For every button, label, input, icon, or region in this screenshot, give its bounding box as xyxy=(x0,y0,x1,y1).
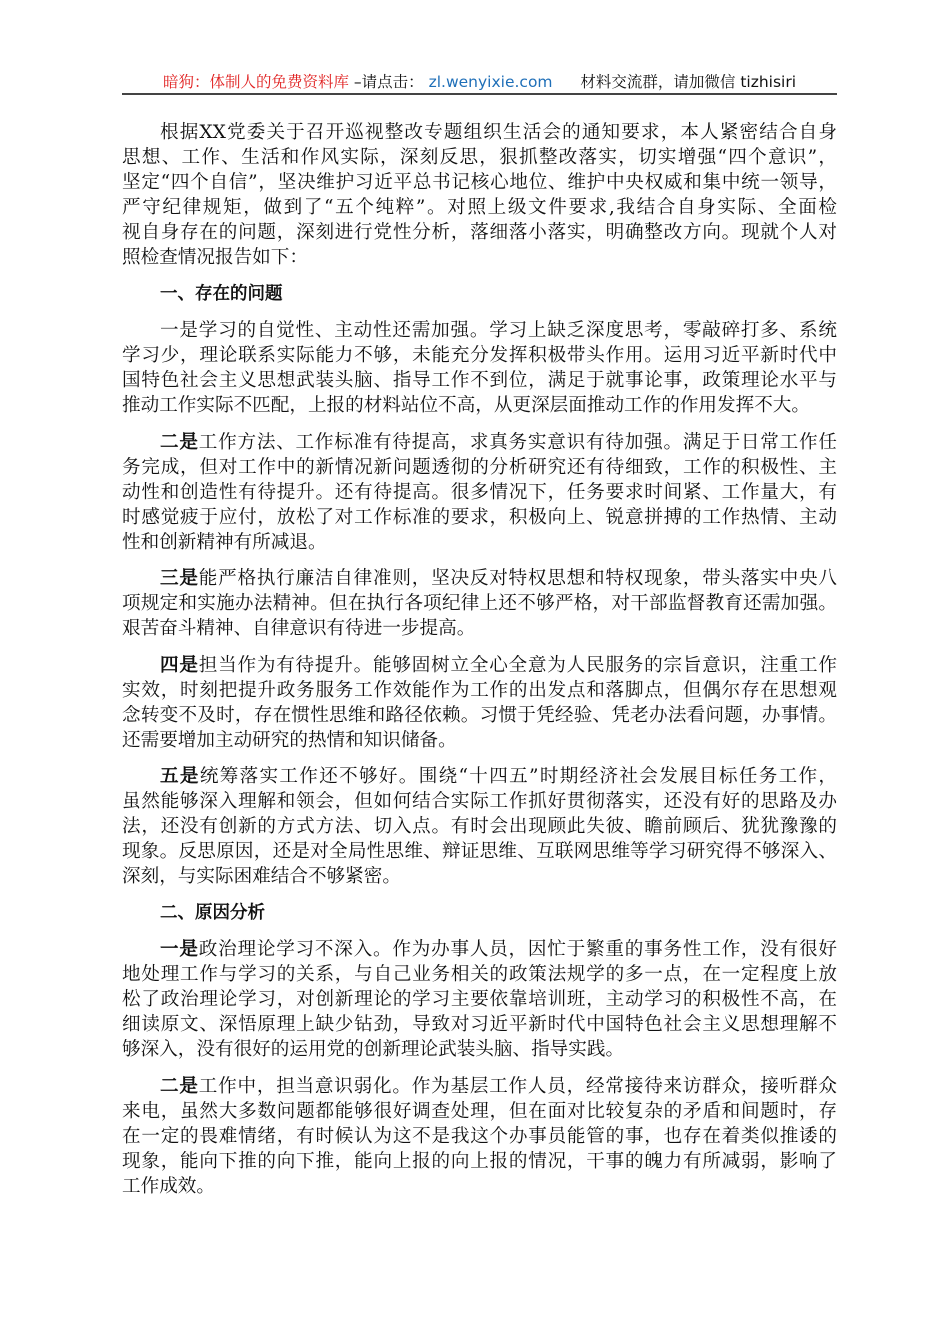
paragraph xyxy=(122,1074,837,1199)
paragraph-line: 视自身存在的问题，深刻进行党性分析，落细落小落实，明确整改方向。现就个人对 xyxy=(122,222,837,243)
paragraph-line: 松了政治理论学习，对创新理论的学习主要依靠培训班，主动学习的积极性不高，在 xyxy=(122,989,837,1010)
paragraph xyxy=(122,566,837,641)
paragraph-line: 实效，时刻把提升政务服务工作效能作为工作的出发点和落脚点，但偶尔存在思想观 xyxy=(122,679,837,701)
paragraph-line: 务完成，但对工作中的新情况新问题透彻的分析研究还有待细致，工作的积极性、主 xyxy=(122,456,837,478)
paragraph-line: 国特色社会主义思想武装头脑、指导工作不到位，满足于就事论事，政策理论水平与 xyxy=(122,370,837,391)
paragraph-line xyxy=(122,430,837,455)
paragraph-line xyxy=(122,1074,837,1099)
section-heading: 二、原因分析 xyxy=(160,902,265,923)
header-click-text: –请点击： xyxy=(353,73,424,91)
paragraph-line xyxy=(122,566,837,591)
paragraph-line: 工作成效。 xyxy=(122,1175,215,1197)
line-text: 能严格执行廉洁自律准则，坚决反对特权思想和特权现象，带头落实中央八 xyxy=(198,568,837,589)
paragraph-line: 艰苦奋斗精神、自律意识有待进一步提高。 xyxy=(122,618,476,639)
paragraph xyxy=(122,120,837,270)
line-text: 统筹落实工作还不够好。围绕“十四五”时期经济社会发展目标任务工作， xyxy=(199,766,837,787)
paragraph-line: 坚定“四个自信”，坚决维护习近平总书记核心地位、维护中央权威和集中统一领导， xyxy=(122,172,837,193)
paragraph-line: 来电，虽然大多数问题都能够很好调查处理，但在面对比较复杂的矛盾和间题时，存 xyxy=(122,1100,837,1122)
paragraph-line: 一是学习的自觉性、主动性还需加强。学习上缺乏深度思考，零敲碎打多、系统 xyxy=(160,320,837,341)
header-site-name: 暗狗：体制人的免费资料库 xyxy=(162,73,349,91)
paragraph xyxy=(122,430,837,555)
paragraph-line: 虽然能够深入理解和领会，但如何结合实际工作抓好贯彻落实，还没有好的思路及办 xyxy=(122,791,837,812)
paragraph xyxy=(122,653,837,753)
bold-prefix: 二是 xyxy=(160,431,199,453)
paragraph-line: 根据XX党委关于召开巡视整改专题组织生活会的通知要求，本人紧密结合自身 xyxy=(160,122,837,143)
line-text: 工作中，担当意识弱化。作为基层工作人员，经常接待来访群众，接听群众 xyxy=(198,1075,837,1097)
paragraph-line: 念转变不及时，存在惯性思维和路径依赖。习惯于凭经验、凭老办法看问题，办事情。 xyxy=(122,704,837,726)
paragraph-line: 够深入，没有很好的运用党的创新理论武装头脑、指导实践。 xyxy=(122,1039,625,1060)
paragraph-line: 细读原文、深悟原理上缺少钻劲，导致对习近平新时代中国特色社会主义思想理解不 xyxy=(122,1014,837,1035)
paragraph-line: 深刻，与实际困难结合不够紧密。 xyxy=(122,866,401,887)
paragraph-line: 法，还没有创新的方式方法、切入点。有时会出现顾此失彼、瞻前顾后、犹犹豫豫的 xyxy=(122,816,837,837)
document-body xyxy=(122,120,837,1210)
bold-prefix: 四是 xyxy=(160,654,199,676)
line-text: 政治理论学习不深入。作为办事人员，因忙于繁重的事务性工作，没有很好 xyxy=(198,939,837,960)
paragraph-line: 在一定的畏难情绪，有时候认为这不是我这个办事员能管的事，也存在着类似推诿的 xyxy=(122,1125,837,1147)
page-header xyxy=(122,70,837,92)
header-divider xyxy=(122,93,837,95)
paragraph-line: 项规定和实施办法精神。但在执行各项纪律上还不够严格，对干部监督教育还需加强。 xyxy=(122,593,837,614)
bold-prefix: 一是 xyxy=(160,939,199,960)
paragraph xyxy=(122,318,837,418)
paragraph-line: 严守纪律规矩，做到了“五个纯粹”。对照上级文件要求,我结合自身实际、全面检 xyxy=(122,197,837,218)
bold-prefix: 五是 xyxy=(160,766,200,787)
paragraph-line: 现象。反思原因，还是对全局性思维、辩证思维、互联网思维等学习研究得不够深入、 xyxy=(122,841,837,862)
bold-prefix: 二是 xyxy=(160,1075,199,1097)
paragraph-line: 时感觉疲于应付，放松了对工作标准的要求，积极向上、锐意拼搏的工作热情、主动 xyxy=(122,506,837,528)
header-contact: 材料交流群，请加微信 tizhisiri xyxy=(580,73,797,91)
paragraph-line: 学习少，理论联系实际能力不够，未能充分发挥积极带头作用。运用习近平新时代中 xyxy=(122,345,837,366)
paragraph-line: 思想、工作、生活和作风实际，深刻反思，狠抓整改落实，切实增强“四个意识”， xyxy=(122,147,837,168)
bold-prefix: 三是 xyxy=(160,568,199,589)
line-text: 担当作为有待提升。能够固树立全心全意为人民服务的宗旨意识，注重工作 xyxy=(198,654,837,676)
paragraph-line: 地处理工作与学习的关系，与自己业务相关的政策法规学的多一点，在一定程度上放 xyxy=(122,964,837,985)
paragraph-line xyxy=(122,764,837,789)
paragraph-line: 动性和创造性有待提升。还有待提高。很多情况下，任务要求时间紧、工作量大，有 xyxy=(122,481,837,503)
paragraph-line: 现象，能向下推的向下推，能向上报的向上报的情况，干事的魄力有所减弱，影响了 xyxy=(122,1150,837,1172)
paragraph-line: 推动工作实际不匹配，上报的材料站位不高，从更深层面推动工作的作用发挥不大。 xyxy=(122,395,810,416)
header-link[interactable]: zl.wenyixie.com xyxy=(428,73,553,91)
paragraph-line: 性和创新精神有所减退。 xyxy=(122,531,327,553)
paragraph-line xyxy=(122,653,837,678)
line-text: 工作方法、工作标准有待提高，求真务实意识有待加强。满足于日常工作任 xyxy=(198,431,837,453)
paragraph-line xyxy=(122,937,837,962)
paragraph-line: 照检查情况报告如下： xyxy=(122,247,308,268)
section-heading: 一、存在的问题 xyxy=(160,283,283,304)
paragraph-line: 还需要增加主动研究的热情和知识储备。 xyxy=(122,729,457,751)
paragraph xyxy=(122,764,837,889)
paragraph xyxy=(122,937,837,1062)
